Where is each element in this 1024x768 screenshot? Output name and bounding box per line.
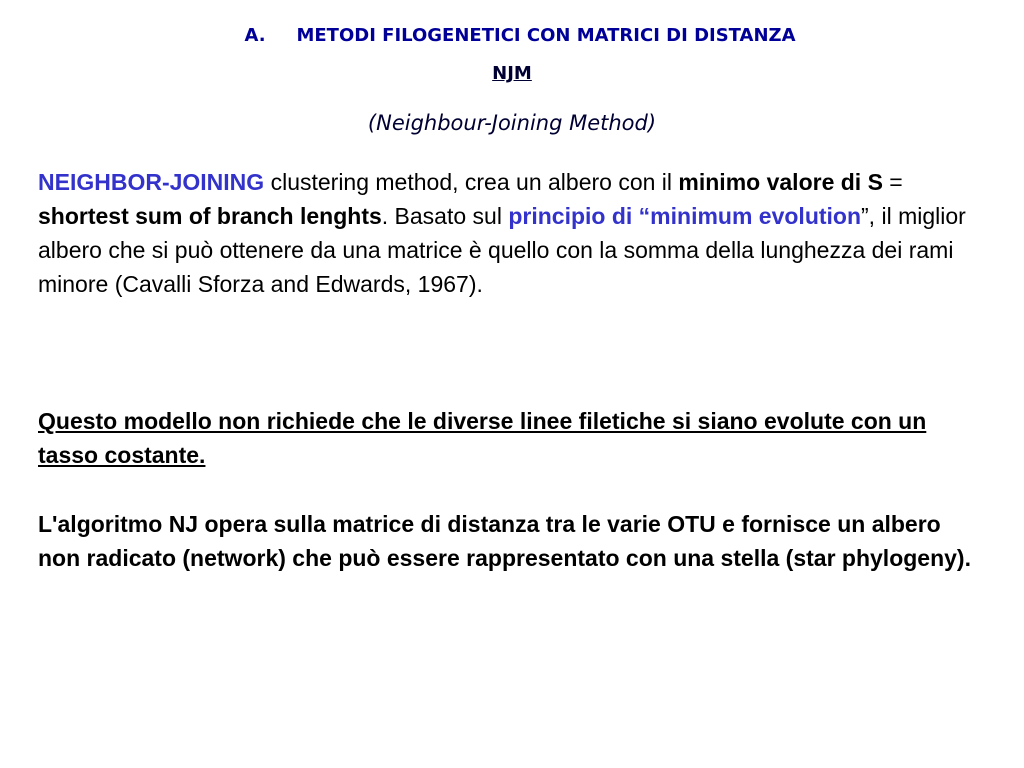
acronym-title: NJM xyxy=(492,63,532,84)
subtitle: (Neighbour-Joining Method) xyxy=(367,111,657,135)
algorithm-paragraph: L'algoritmo NJ opera sulla matrice di distanza tra le varie OTU e fornisce un albero non radicato (network) che può essere rappresentato con una stella (star phylogeny). xyxy=(38,511,971,571)
text-segment: ”, il miglior albero che si può ottenere da una matrice è quello con la somma della lunghezza dei rami minore (Cavalli Sforza and Edwards, 1967). xyxy=(38,203,966,297)
rate-assumption-paragraph: Questo modello non richiede che le diverse linee filetiche si siano evolute con un tasso costante. xyxy=(38,408,927,468)
nj-term: NEIGHBOR-JOINING xyxy=(38,169,265,195)
text-segment: = xyxy=(882,169,903,195)
section-title: METODI FILOGENETICI CON MATRICI DI DISTANZA xyxy=(296,25,796,46)
definition-paragraph xyxy=(38,165,988,301)
bold-min-s: minimo valore di S xyxy=(678,169,883,195)
bold-shortest-sum: shortest sum of branch lenghts xyxy=(38,203,382,229)
section-heading xyxy=(8,25,1024,47)
text-segment: . Basato sul xyxy=(381,203,509,229)
text-segment: clustering method, crea un albero con il xyxy=(264,169,679,195)
section-number: A. xyxy=(244,25,266,46)
minimum-evolution-principle: principio di “minimum evolution xyxy=(508,203,862,229)
